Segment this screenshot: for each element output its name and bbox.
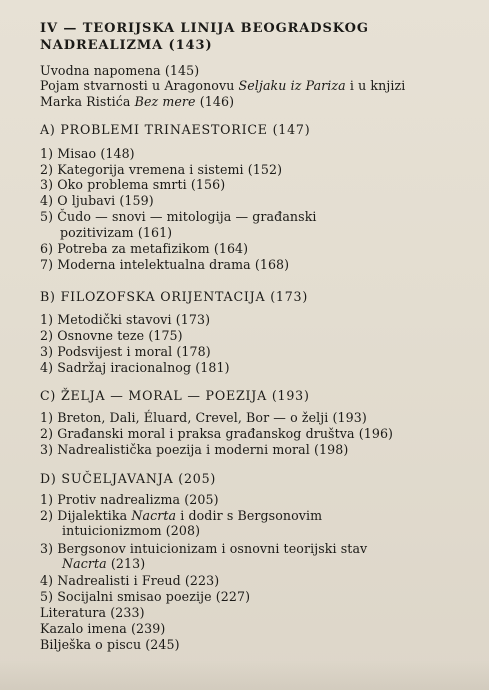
list-item: 1) Protiv nadrealizma (205)	[40, 492, 219, 507]
list-item: 2) Dijalektika Nacrta i dodir s Bergsonovim	[40, 508, 323, 523]
section-heading-d: D) SUČELJAVANJA (205)	[40, 471, 217, 486]
list-item: 4) Nadrealisti i Freud (223)	[40, 573, 220, 588]
book-title-italic: Bez mere	[134, 94, 196, 109]
list-item: 2) Građanski moral i praksa građanskog društva (196)	[40, 426, 394, 441]
chapter-title-line-2: NADREALIZMA (143)	[40, 38, 213, 53]
list-item: 4) O ljubavi (159)	[40, 193, 154, 208]
back-matter-biljeska: Bilješka o piscu (245)	[40, 637, 180, 652]
list-item: 7) Moderna intelektualna drama (168)	[40, 257, 290, 272]
list-item: 3) Podsvijest i moral (178)	[40, 344, 211, 359]
list-item: 3) Oko problema smrti (156)	[40, 177, 226, 192]
list-item: 1) Breton, Dali, Éluard, Crevel, Bor — o želji (193)	[40, 410, 367, 425]
list-item-continuation: pozitivizam (161)	[60, 225, 173, 240]
list-item: 5) Socijalni smisao poezije (227)	[40, 589, 251, 604]
book-title-italic: Nacrta	[131, 508, 177, 523]
section-heading-c: C) ŽELJA — MORAL — POEZIJA (193)	[40, 388, 310, 403]
section-heading-a: A) PROBLEMI TRINAESTORICE (147)	[40, 122, 311, 137]
list-item: 6) Potreba za metafizikom (164)	[40, 241, 249, 256]
list-item: 2) Osnovne teze (175)	[40, 328, 183, 343]
intro-line-2: Pojam stvarnosti u Aragonovu Seljaku iz Pariza i u knjizi	[40, 78, 406, 93]
list-item: 1) Metodički stavovi (173)	[40, 312, 211, 327]
section-heading-b: B) FILOZOFSKA ORIJENTACIJA (173)	[40, 289, 309, 304]
list-item: 5) Čudo — snovi — mitologija — građanski	[40, 209, 317, 224]
list-item: 3) Nadrealistička poezija i moderni moral (198)	[40, 442, 349, 457]
list-item: 2) Kategorija vremena i sistemi (152)	[40, 162, 283, 177]
intro-line-3: Marka Ristića Bez mere (146)	[40, 94, 235, 109]
list-item: 1) Misao (148)	[40, 146, 135, 161]
back-matter-kazalo: Kazalo imena (239)	[40, 621, 166, 636]
page-bottom-shadow	[0, 660, 489, 690]
chapter-title-line-1: IV — TEORIJSKA LINIJA BEOGRADSKOG	[40, 21, 369, 36]
list-item: 4) Sadržaj iracionalnog (181)	[40, 360, 230, 375]
list-item-continuation: Nacrta (213)	[62, 556, 146, 571]
book-title-italic: Seljaku iz Pariza	[238, 78, 346, 93]
book-title-italic: Nacrta	[62, 556, 107, 571]
list-item: 3) Bergsonov intuicionizam i osnovni teorijski stav	[40, 541, 368, 556]
intro-line-1: Uvodna napomena (145)	[40, 63, 200, 78]
list-item-continuation: intuicionizmom (208)	[62, 523, 201, 538]
back-matter-literatura: Literatura (233)	[40, 605, 145, 620]
